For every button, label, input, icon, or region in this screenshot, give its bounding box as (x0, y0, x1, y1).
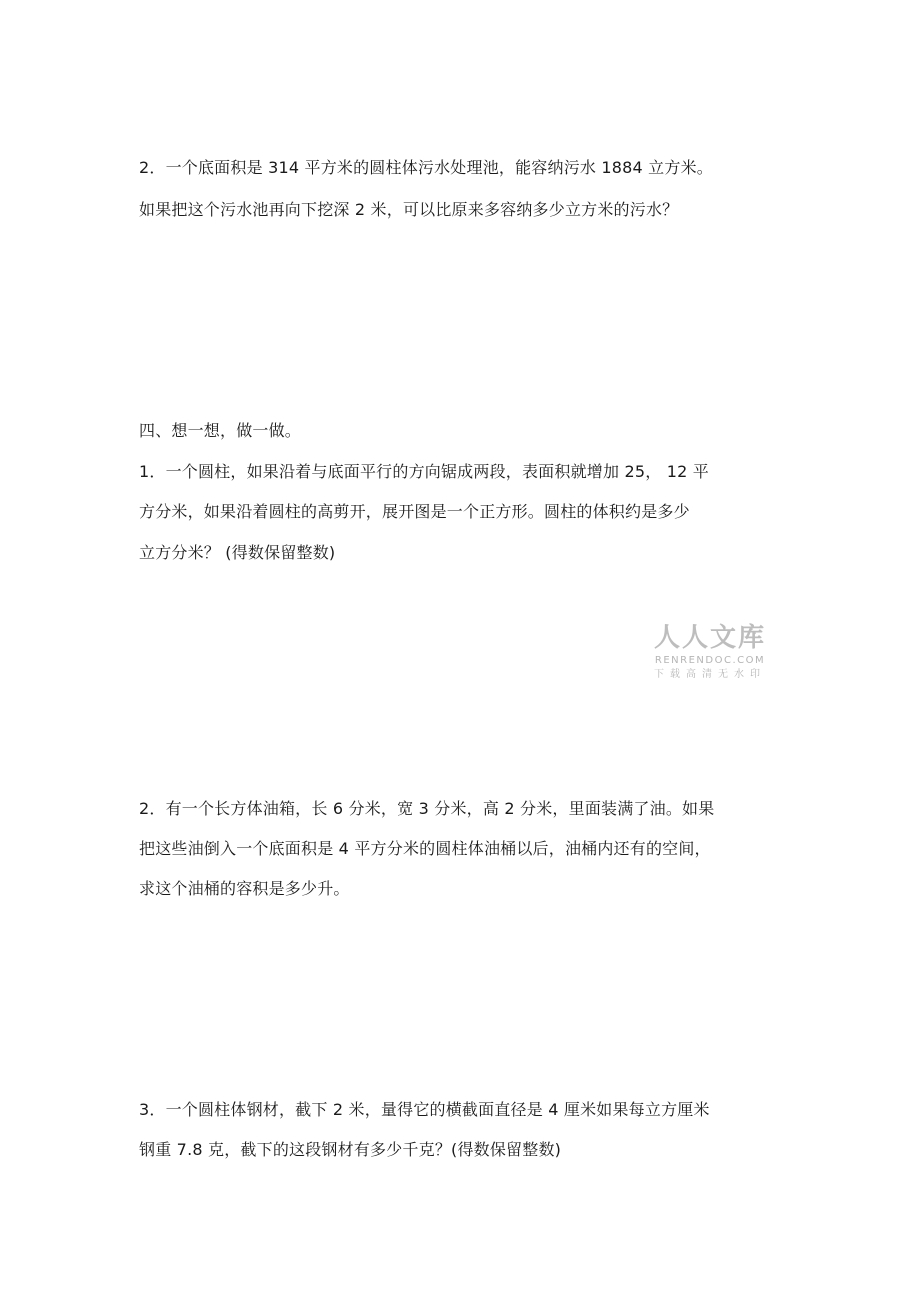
section-4-problem-3-line-1: 3．一个圆柱体钢材，截下 2 米，量得它的横截面直径是 4 厘米如果每立方厘米 (139, 1100, 710, 1119)
watermark-subtitle: 下载高清无水印 (654, 669, 766, 680)
section-4-problem-1-line-2: 方分米，如果沿着圆柱的高剪开，展开图是一个正方形。圆柱的体积约是多少 (139, 502, 690, 521)
section-4-problem-1-line-1: 1．一个圆柱，如果沿着与底面平行的方向锯成两段，表面积就增加 25， 12 平 (139, 462, 709, 481)
problem-2-line-1: 2．一个底面积是 314 平方米的圆柱体污水处理池，能容纳污水 1884 立方米。 (139, 158, 713, 177)
section-4-problem-3-line-2: 钢重 7.8 克，截下的这段钢材有多少千克？(得数保留整数) (139, 1140, 562, 1159)
renrendoc-watermark (645, 622, 775, 682)
watermark-url: RENRENDOC.COM (654, 655, 766, 666)
problem-2-line-2: 如果把这个污水池再向下挖深 2 米，可以比原来多容纳多少立方米的污水？ (139, 200, 679, 219)
section-4-problem-2-line-1: 2．有一个长方体油箱，长 6 分米，宽 3 分米，高 2 分米，里面装满了油。如果 (139, 799, 715, 818)
section-4-problem-2-line-3: 求这个油桶的容积是多少升。 (139, 879, 350, 898)
section-4-problem-1-line-3: 立方分米？ (得数保留整数) (139, 543, 336, 562)
section-4-heading: 四、想一想，做一做。 (139, 421, 302, 440)
watermark-title: 人人文库 (653, 623, 766, 653)
section-4-problem-2-line-2: 把这些油倒入一个底面积是 4 平方分米的圆柱体油桶以后，油桶内还有的空间， (139, 839, 711, 858)
